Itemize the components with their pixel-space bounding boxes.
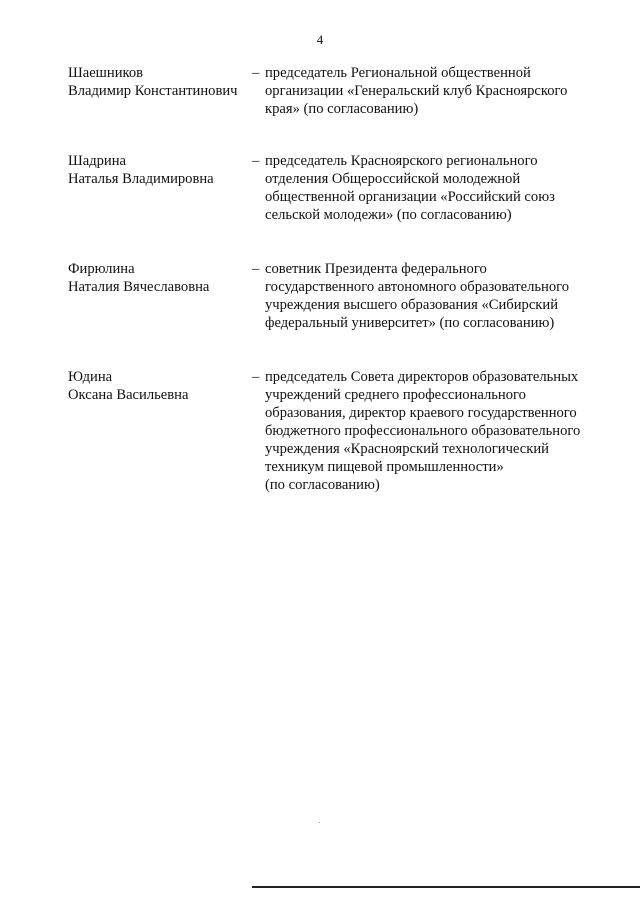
- member-entry: [68, 152, 598, 224]
- member-role: [252, 64, 598, 118]
- dash-separator: –: [252, 153, 260, 169]
- member-entry: [68, 260, 598, 332]
- member-name: [68, 368, 248, 404]
- member-given-names: Наталия Вячеславовна: [68, 279, 210, 295]
- member-given-names: Владимир Константинович: [68, 83, 238, 99]
- dash-separator: –: [252, 369, 260, 385]
- member-role: [252, 260, 598, 332]
- role-line: учреждения высшего образования «Сибирский: [265, 297, 559, 313]
- role-line: учреждений среднего профессионального: [265, 387, 526, 403]
- member-name: [68, 64, 248, 100]
- member-surname: Фирюлина: [68, 261, 135, 277]
- member-given-names: Оксана Васильевна: [68, 387, 189, 403]
- dash-separator: –: [252, 65, 260, 81]
- member-role: [252, 152, 598, 224]
- member-surname: Шадрина: [68, 153, 127, 169]
- bottom-rule: [252, 886, 640, 888]
- role-line: (по согласованию): [265, 477, 380, 493]
- member-role: [252, 368, 598, 494]
- role-line: председатель Красноярского регионального: [265, 153, 538, 169]
- role-line: сельской молодежи» (по согласованию): [265, 207, 512, 223]
- role-line: федеральный университет» (по согласованию): [265, 315, 555, 331]
- role-line: общественной организации «Российский союз: [265, 189, 555, 205]
- role-line: советник Президента федерального: [265, 261, 487, 277]
- role-line: бюджетного профессионального образовательного: [265, 423, 581, 439]
- member-entry: [68, 64, 598, 118]
- member-surname: Юдина: [68, 369, 113, 385]
- role-line: председатель Региональной общественной: [265, 65, 531, 81]
- role-line: края» (по согласованию): [265, 101, 419, 117]
- role-line: государственного автономного образовательного: [265, 279, 570, 295]
- role-line: организации «Генеральский клуб Красноярского: [265, 83, 568, 99]
- member-name: [68, 260, 248, 296]
- member-surname: Шаешников: [68, 65, 144, 81]
- page-number: 4: [316, 32, 324, 47]
- dash-separator: –: [252, 261, 260, 277]
- member-name: [68, 152, 248, 188]
- member-list: [68, 64, 598, 494]
- role-line: образования, директор краевого государственного: [265, 405, 577, 421]
- member-given-names: Наталья Владимировна: [68, 171, 214, 187]
- member-entry: [68, 368, 598, 494]
- role-line: председатель Совета директоров образовательных: [265, 369, 579, 385]
- role-line: отделения Общероссийской молодежной: [265, 171, 521, 187]
- scan-speck: [319, 822, 320, 823]
- role-line: учреждения «Красноярский технологический: [265, 441, 549, 457]
- role-line: техникум пищевой промышленности»: [265, 459, 504, 475]
